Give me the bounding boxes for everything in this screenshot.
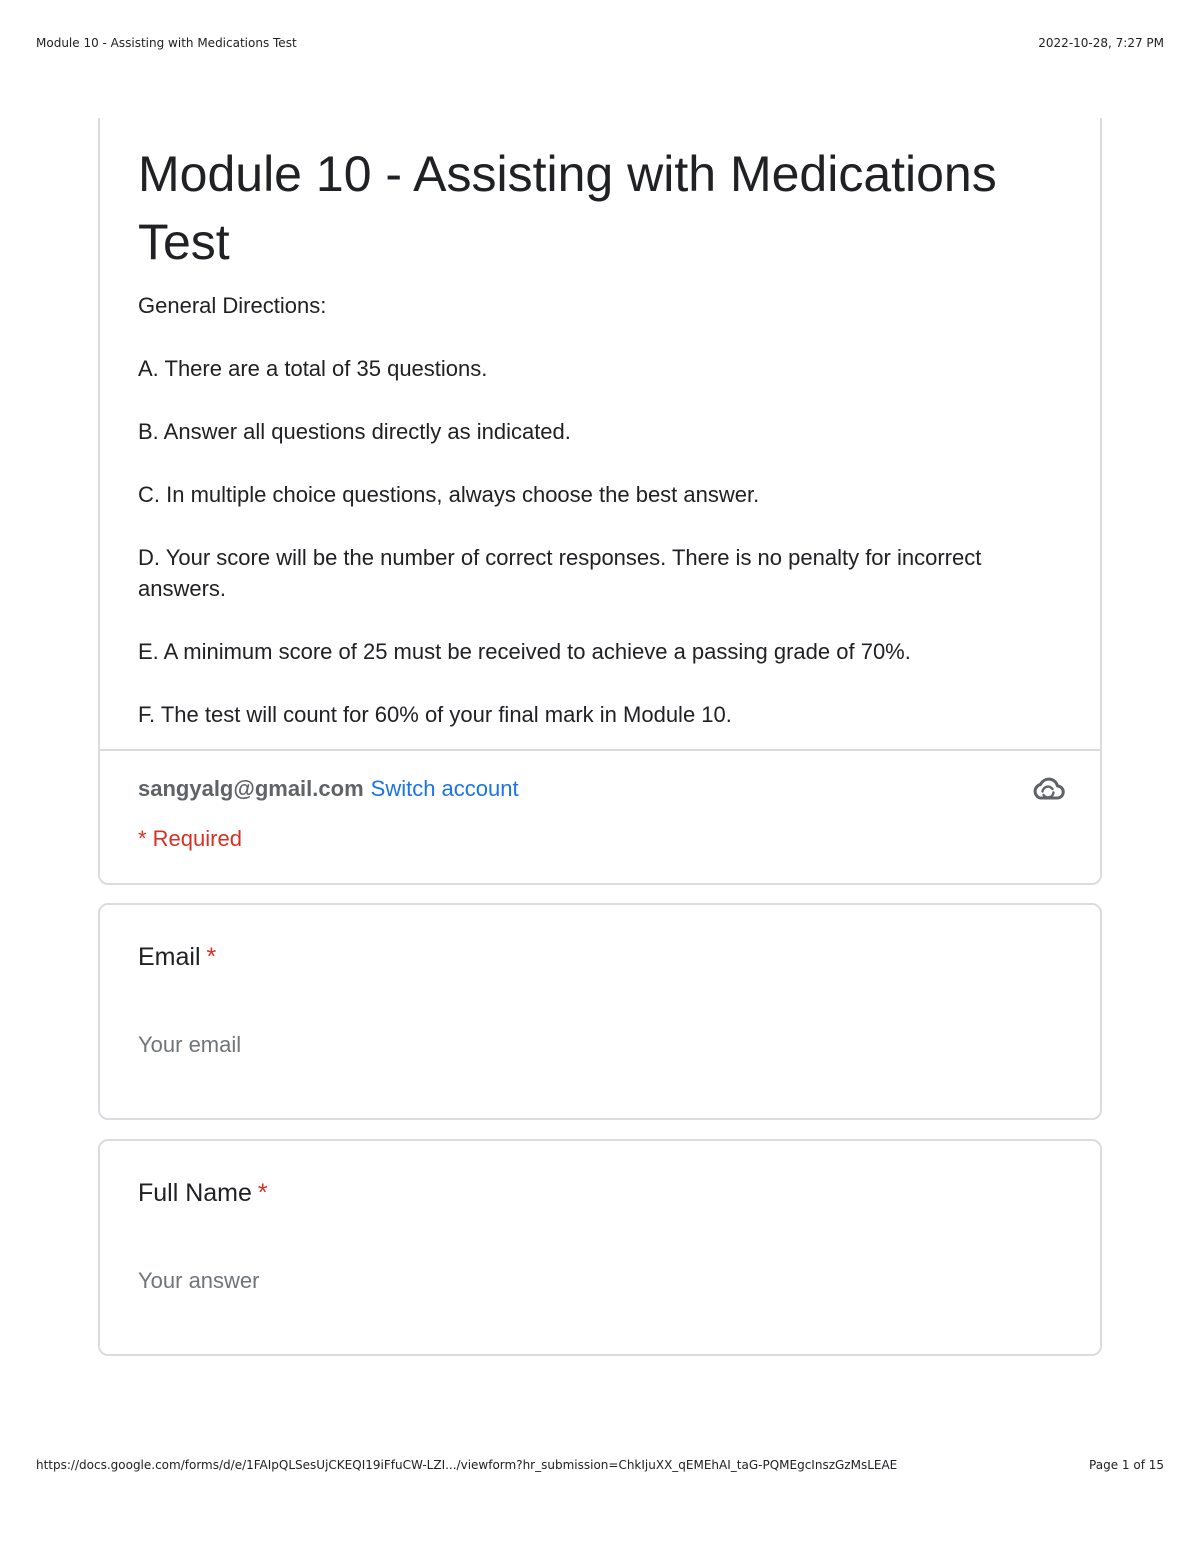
question-title — [138, 1179, 268, 1208]
direction-item: C. In multiple choice questions, always choose the best answer. — [138, 482, 760, 507]
direction-item: B. Answer all questions directly as indicated. — [138, 419, 571, 444]
page-number: Page 1 of 15 — [1089, 1458, 1164, 1472]
email-field[interactable] — [138, 1029, 558, 1061]
print-datetime: 2022-10-28, 7:27 PM — [1038, 36, 1164, 50]
question-label: Full Name — [138, 1179, 252, 1207]
required-note: * Required — [138, 826, 242, 851]
print-footer — [36, 1456, 1164, 1474]
print-url: https://docs.google.com/forms/d/e/1FAIpQLSesUjCKEQI19iFfuCW-LZI.../viewform?hr_submission=ChkIjuXX_qEMEhAI_taG-PQMEgcInszGzMsLEAE — [36, 1458, 898, 1472]
switch-account-link[interactable]: Switch account — [370, 776, 519, 801]
required-asterisk: * — [206, 943, 217, 971]
question-card-full-name — [98, 1139, 1102, 1356]
account-email: sangyalg@gmail.com — [138, 776, 364, 801]
print-header — [36, 34, 1164, 52]
direction-item: A. There are a total of 35 questions. — [138, 356, 488, 381]
form-header-card — [98, 118, 1102, 885]
question-card-email — [98, 903, 1102, 1120]
direction-item: D. Your score will be the number of correct responses. There is no penalty for incorrect answers. — [138, 545, 982, 601]
directions-heading: General Directions: — [138, 293, 327, 318]
directions-list — [138, 353, 1068, 730]
question-title — [138, 943, 216, 972]
form-description — [138, 290, 1068, 762]
cloud-sync-icon[interactable] — [1030, 773, 1066, 805]
header-divider — [100, 749, 1100, 751]
print-doc-title: Module 10 - Assisting with Medications Test — [36, 36, 297, 50]
account-row — [138, 773, 1066, 805]
cloud-sync-icon-svg — [1030, 773, 1066, 805]
full-name-field[interactable] — [138, 1265, 558, 1297]
direction-item: E. A minimum score of 25 must be received to achieve a passing grade of 70%. — [138, 639, 911, 664]
form-title: Module 10 - Assisting with Medications Test — [138, 146, 997, 270]
required-asterisk: * — [257, 1179, 268, 1207]
direction-item: F. The test will count for 60% of your final mark in Module 10. — [138, 702, 732, 727]
question-label: Email — [138, 943, 201, 971]
